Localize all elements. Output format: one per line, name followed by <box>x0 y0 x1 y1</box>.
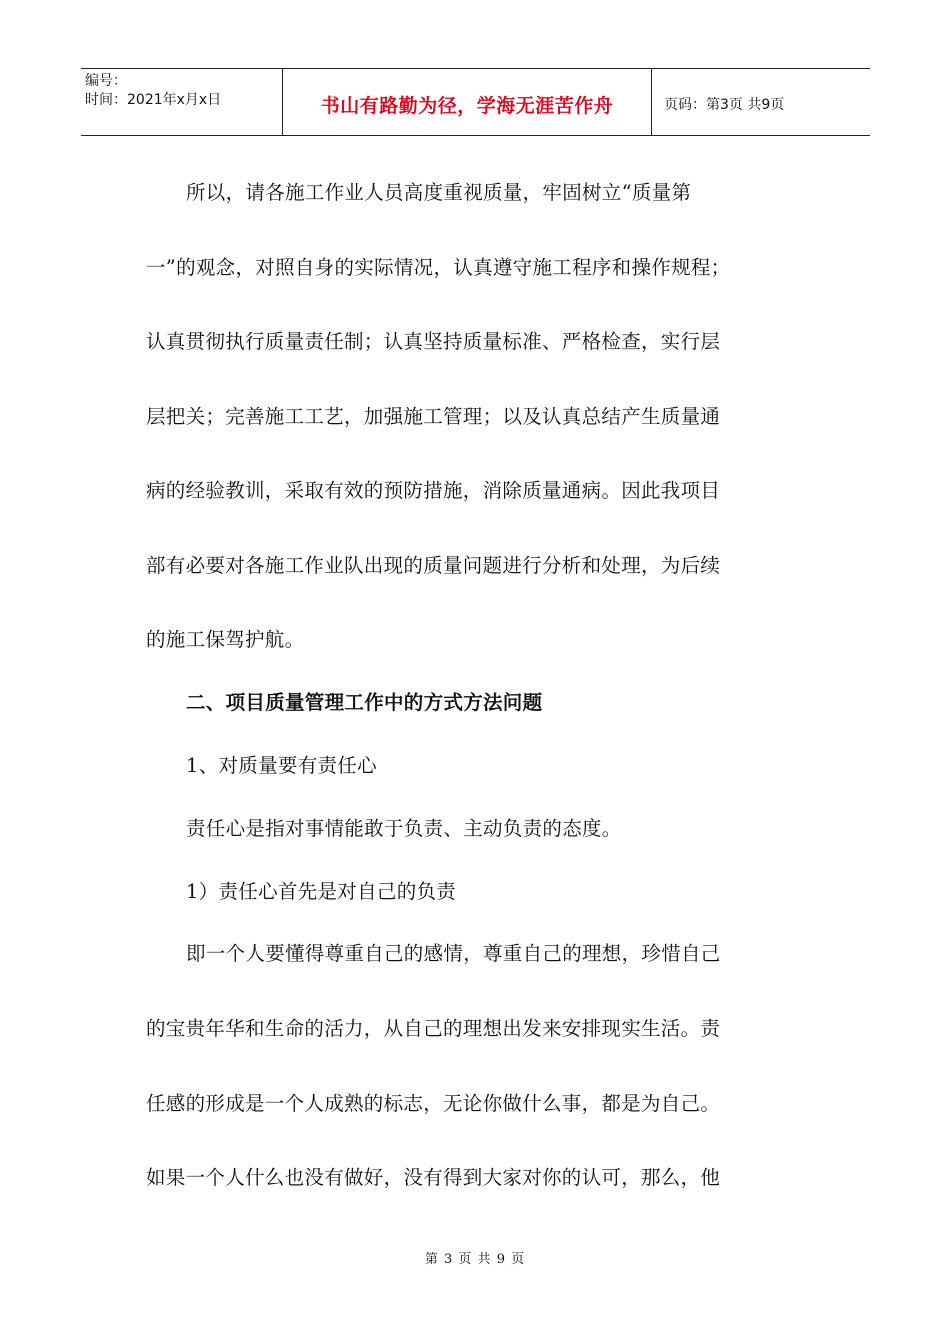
paragraph-line: 一”的观念，对照自身的实际情况，认真遵守施工程序和操作规程； <box>146 256 731 279</box>
paragraph-line: 部有必要对各施工作业队出现的质量问题进行分析和处理，为后续 <box>146 554 721 577</box>
paragraph-line: 即一个人要懂得尊重自己的感情，尊重自己的理想，珍惜自己 <box>186 942 721 965</box>
header-page-label: 页码：第3页 共9页 <box>664 97 785 113</box>
paragraph-line: 如果一个人什么也没有做好，没有得到大家对你的认可，那么，他 <box>146 1166 721 1189</box>
paragraph-line: 所以，请各施工作业人员高度重视质量，牢固树立“质量第 <box>186 181 692 204</box>
section-heading: 二、项目质量管理工作中的方式方法问题 <box>186 691 543 714</box>
paragraph-line: 的宝贵年华和生命的活力，从自己的理想出发来安排现实生活。责 <box>146 1017 721 1040</box>
document-time-label: 时间：2021年x月x日 <box>85 92 222 108</box>
header-motto: 书山有路勤为径，学海无涯苦作舟 <box>282 69 652 135</box>
paragraph-line: 层把关；完善施工工艺，加强施工管理；以及认真总结产生质量通 <box>146 405 721 428</box>
page-footer: 第 3 页 共 9 页 <box>424 1252 526 1267</box>
paragraph-line: 的施工保驾护航。 <box>146 628 305 651</box>
paragraph-line: 病的经验教训，采取有效的预防措施，消除质量通病。因此我项目 <box>146 479 721 502</box>
subsection-heading: 1、对质量要有责任心 <box>186 754 377 777</box>
document-number-label: 编号： <box>85 73 127 89</box>
paragraph-line: 任感的形成是一个人成熟的标志，无论你做什么事，都是为自己。 <box>146 1092 721 1115</box>
paragraph-line: 责任心是指对事情能敢于负责、主动负责的态度。 <box>186 817 622 840</box>
paragraph-line: 认真贯彻执行质量责任制；认真坚持质量标准、严格检查，实行层 <box>146 330 721 353</box>
subsection-heading: 1）责任心首先是对自己的负责 <box>186 880 457 903</box>
header-meta <box>81 69 282 135</box>
header-table <box>81 68 870 136</box>
